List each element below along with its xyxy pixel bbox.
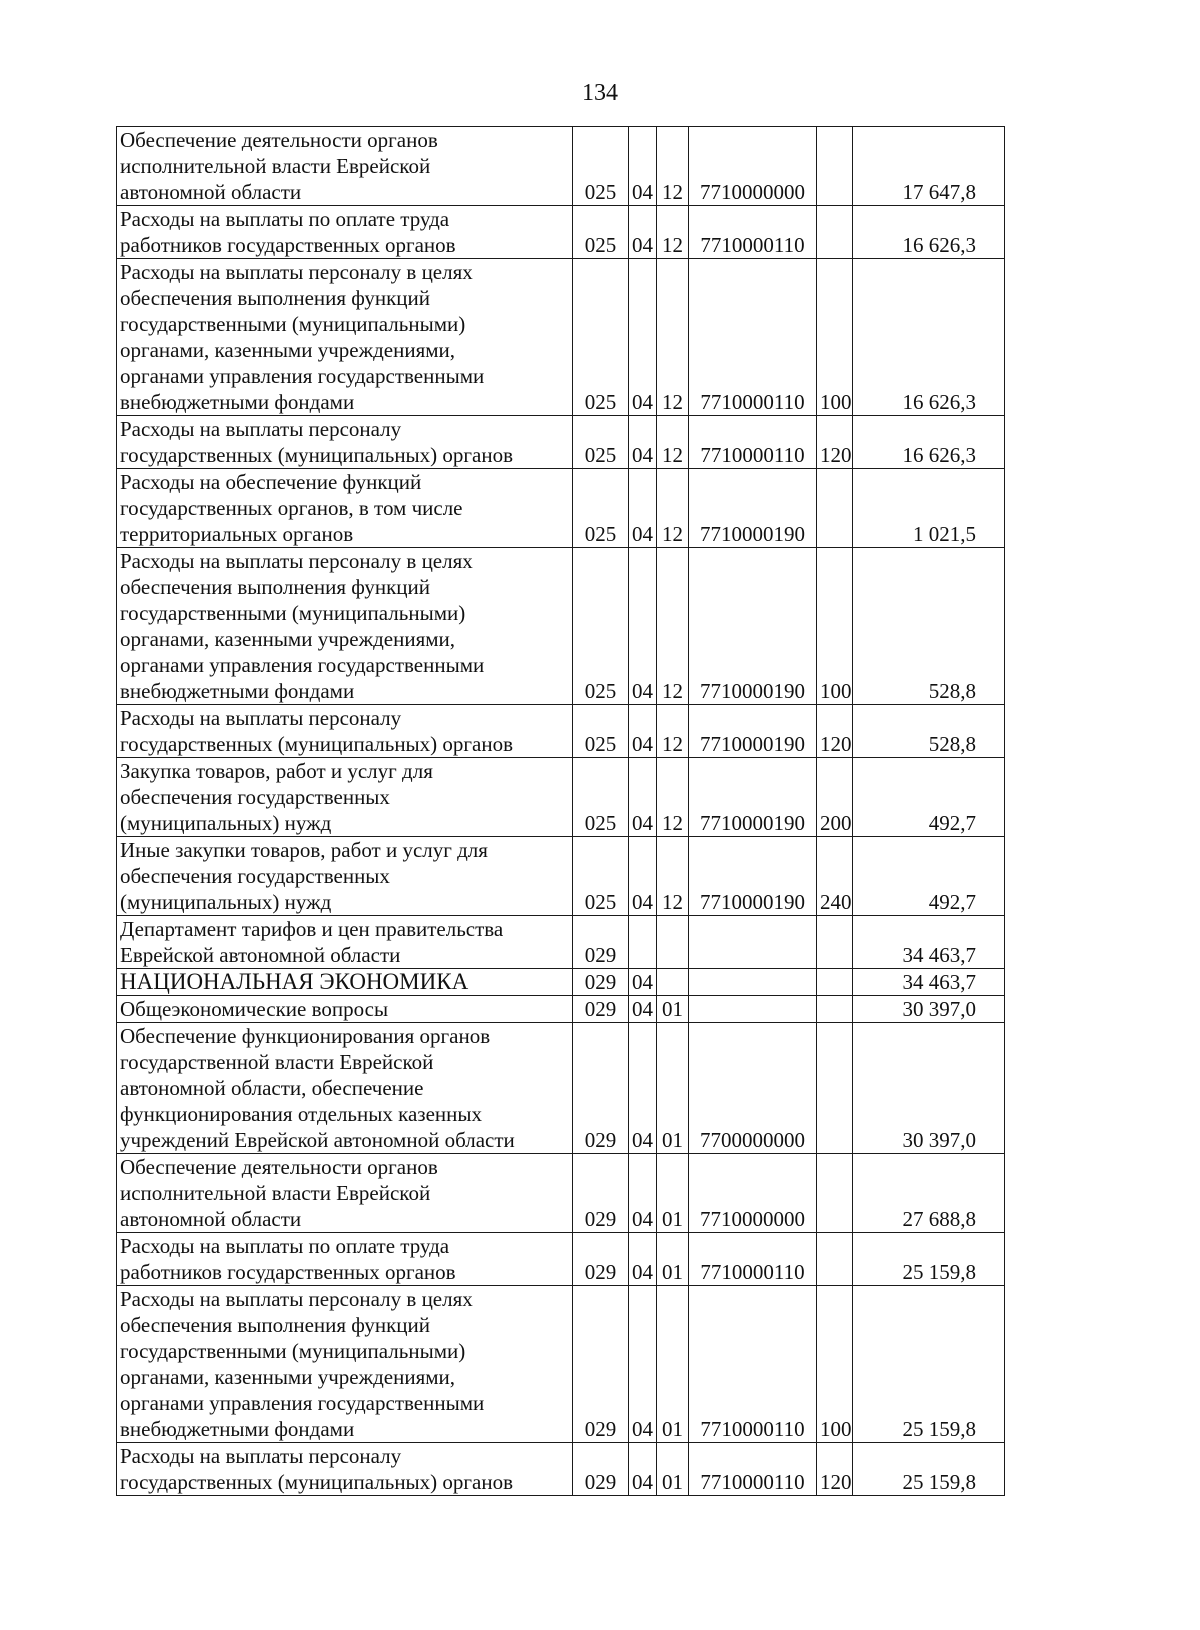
admin-code-cell: 025 — [573, 548, 629, 705]
amount-cell: 16 626,3 — [853, 416, 1005, 469]
admin-code-cell: 025 — [573, 705, 629, 758]
subsection-code-cell: 01 — [657, 1443, 689, 1496]
section-code-cell: 04 — [629, 1443, 657, 1496]
table-row — [117, 1443, 1005, 1496]
amount-cell: 1 021,5 — [853, 469, 1005, 548]
section-code-cell: 04 — [629, 758, 657, 837]
subsection-code-cell: 01 — [657, 996, 689, 1023]
subsection-code-cell: 12 — [657, 259, 689, 416]
table-row — [117, 1233, 1005, 1286]
section-code-cell — [629, 916, 657, 969]
target-article-cell: 7710000000 — [689, 127, 817, 206]
section-code-cell: 04 — [629, 1154, 657, 1233]
expense-type-cell — [817, 1233, 853, 1286]
table-row — [117, 416, 1005, 469]
section-code-cell: 04 — [629, 996, 657, 1023]
table-row — [117, 1286, 1005, 1443]
row-name-cell: Закупка товаров, работ и услуг для обеспечения государственных (муниципальных) нужд — [117, 758, 573, 837]
row-name-cell: Расходы на выплаты персоналу государственных (муниципальных) органов — [117, 705, 573, 758]
target-article-cell: 7710000000 — [689, 1154, 817, 1233]
amount-cell: 34 463,7 — [853, 916, 1005, 969]
expense-type-cell — [817, 469, 853, 548]
target-article-cell: 7710000190 — [689, 548, 817, 705]
admin-code-cell: 025 — [573, 259, 629, 416]
section-code-cell: 04 — [629, 127, 657, 206]
admin-code-cell: 025 — [573, 416, 629, 469]
subsection-code-cell: 12 — [657, 416, 689, 469]
row-name-cell: Иные закупки товаров, работ и услуг для обеспечения государственных (муниципальных) нужд — [117, 837, 573, 916]
expense-type-cell: 120 — [817, 1443, 853, 1496]
subsection-code-cell: 01 — [657, 1023, 689, 1154]
row-name-cell: Общеэкономические вопросы — [117, 996, 573, 1023]
admin-code-cell: 025 — [573, 469, 629, 548]
target-article-cell: 7710000110 — [689, 1233, 817, 1286]
table-row — [117, 1023, 1005, 1154]
expense-type-cell — [817, 969, 853, 996]
row-name-cell: НАЦИОНАЛЬНАЯ ЭКОНОМИКА — [117, 969, 573, 996]
section-code-cell: 04 — [629, 416, 657, 469]
expense-type-cell — [817, 206, 853, 259]
amount-cell: 16 626,3 — [853, 206, 1005, 259]
section-code-cell: 04 — [629, 1286, 657, 1443]
row-name-cell: Расходы на выплаты персоналу в целях обеспечения выполнения функций государственными (муниципальными) органами, казенными учреждениями, органами управления государственными внебюджетными фондами — [117, 259, 573, 416]
admin-code-cell: 025 — [573, 127, 629, 206]
admin-code-cell: 029 — [573, 996, 629, 1023]
section-code-cell: 04 — [629, 1023, 657, 1154]
table-row — [117, 259, 1005, 416]
expense-type-cell: 100 — [817, 259, 853, 416]
expense-type-cell: 240 — [817, 837, 853, 916]
table-row — [117, 969, 1005, 996]
admin-code-cell: 025 — [573, 758, 629, 837]
subsection-code-cell: 12 — [657, 206, 689, 259]
expense-type-cell: 120 — [817, 416, 853, 469]
row-name-cell: Расходы на выплаты персоналу государственных (муниципальных) органов — [117, 1443, 573, 1496]
subsection-code-cell: 12 — [657, 758, 689, 837]
amount-cell: 25 159,8 — [853, 1443, 1005, 1496]
table-row — [117, 705, 1005, 758]
section-code-cell: 04 — [629, 259, 657, 416]
section-code-cell: 04 — [629, 1233, 657, 1286]
amount-cell: 27 688,8 — [853, 1154, 1005, 1233]
subsection-code-cell — [657, 969, 689, 996]
target-article-cell: 7710000190 — [689, 705, 817, 758]
amount-cell: 30 397,0 — [853, 996, 1005, 1023]
target-article-cell — [689, 996, 817, 1023]
budget-table — [116, 126, 1005, 1496]
expense-type-cell — [817, 916, 853, 969]
row-name-cell: Расходы на выплаты по оплате труда работников государственных органов — [117, 206, 573, 259]
amount-cell: 492,7 — [853, 758, 1005, 837]
subsection-code-cell: 12 — [657, 548, 689, 705]
row-name-cell: Расходы на выплаты персоналу в целях обеспечения выполнения функций государственными (муниципальными) органами, казенными учреждениями, органами управления государственными внебюджетными фондами — [117, 1286, 573, 1443]
admin-code-cell: 029 — [573, 1443, 629, 1496]
section-code-cell: 04 — [629, 705, 657, 758]
admin-code-cell: 029 — [573, 1023, 629, 1154]
expense-type-cell — [817, 996, 853, 1023]
amount-cell: 34 463,7 — [853, 969, 1005, 996]
table-row — [117, 758, 1005, 837]
section-code-cell: 04 — [629, 548, 657, 705]
row-name-cell: Расходы на выплаты по оплате труда работников государственных органов — [117, 1233, 573, 1286]
target-article-cell: 7710000190 — [689, 758, 817, 837]
table-row — [117, 837, 1005, 916]
target-article-cell: 7710000190 — [689, 837, 817, 916]
target-article-cell: 7710000110 — [689, 1443, 817, 1496]
section-code-cell: 04 — [629, 969, 657, 996]
row-name-cell: Обеспечение функционирования органов государственной власти Еврейской автономной области, обеспечение функционирования отдельных казенных учреждений Еврейской автономной области — [117, 1023, 573, 1154]
amount-cell: 17 647,8 — [853, 127, 1005, 206]
amount-cell: 25 159,8 — [853, 1233, 1005, 1286]
row-name-cell: Обеспечение деятельности органов исполнительной власти Еврейской автономной области — [117, 127, 573, 206]
table-row — [117, 206, 1005, 259]
subsection-code-cell: 12 — [657, 127, 689, 206]
table-row — [117, 916, 1005, 969]
subsection-code-cell: 12 — [657, 837, 689, 916]
table-row — [117, 127, 1005, 206]
target-article-cell: 7710000110 — [689, 206, 817, 259]
target-article-cell: 7710000110 — [689, 259, 817, 416]
amount-cell: 528,8 — [853, 548, 1005, 705]
section-code-cell: 04 — [629, 469, 657, 548]
expense-type-cell — [817, 127, 853, 206]
admin-code-cell: 029 — [573, 1233, 629, 1286]
subsection-code-cell — [657, 916, 689, 969]
amount-cell: 16 626,3 — [853, 259, 1005, 416]
subsection-code-cell: 01 — [657, 1154, 689, 1233]
subsection-code-cell: 12 — [657, 469, 689, 548]
section-code-cell: 04 — [629, 837, 657, 916]
row-name-cell: Расходы на обеспечение функций государственных органов, в том числе территориальных органов — [117, 469, 573, 548]
admin-code-cell: 029 — [573, 1286, 629, 1443]
table-row — [117, 469, 1005, 548]
subsection-code-cell: 01 — [657, 1286, 689, 1443]
section-code-cell: 04 — [629, 206, 657, 259]
amount-cell: 25 159,8 — [853, 1286, 1005, 1443]
admin-code-cell: 029 — [573, 969, 629, 996]
admin-code-cell: 029 — [573, 916, 629, 969]
table-row — [117, 1154, 1005, 1233]
expense-type-cell: 100 — [817, 548, 853, 705]
subsection-code-cell: 12 — [657, 705, 689, 758]
row-name-cell: Департамент тарифов и цен правительства Еврейской автономной области — [117, 916, 573, 969]
expense-type-cell — [817, 1154, 853, 1233]
target-article-cell: 7710000110 — [689, 416, 817, 469]
subsection-code-cell: 01 — [657, 1233, 689, 1286]
row-name-cell: Расходы на выплаты персоналу государственных (муниципальных) органов — [117, 416, 573, 469]
admin-code-cell: 025 — [573, 837, 629, 916]
target-article-cell — [689, 969, 817, 996]
table-row — [117, 548, 1005, 705]
expense-type-cell: 120 — [817, 705, 853, 758]
admin-code-cell: 025 — [573, 206, 629, 259]
target-article-cell: 7710000190 — [689, 469, 817, 548]
table-row — [117, 996, 1005, 1023]
amount-cell: 492,7 — [853, 837, 1005, 916]
row-name-cell: Обеспечение деятельности органов исполнительной власти Еврейской автономной области — [117, 1154, 573, 1233]
budget-table-body — [117, 127, 1005, 1496]
amount-cell: 30 397,0 — [853, 1023, 1005, 1154]
admin-code-cell: 029 — [573, 1154, 629, 1233]
target-article-cell — [689, 916, 817, 969]
target-article-cell: 7700000000 — [689, 1023, 817, 1154]
expense-type-cell: 100 — [817, 1286, 853, 1443]
row-name-cell: Расходы на выплаты персоналу в целях обеспечения выполнения функций государственными (муниципальными) органами, казенными учреждениями, органами управления государственными внебюджетными фондами — [117, 548, 573, 705]
amount-cell: 528,8 — [853, 705, 1005, 758]
page-number: 134 — [582, 80, 618, 106]
expense-type-cell — [817, 1023, 853, 1154]
expense-type-cell: 200 — [817, 758, 853, 837]
target-article-cell: 7710000110 — [689, 1286, 817, 1443]
